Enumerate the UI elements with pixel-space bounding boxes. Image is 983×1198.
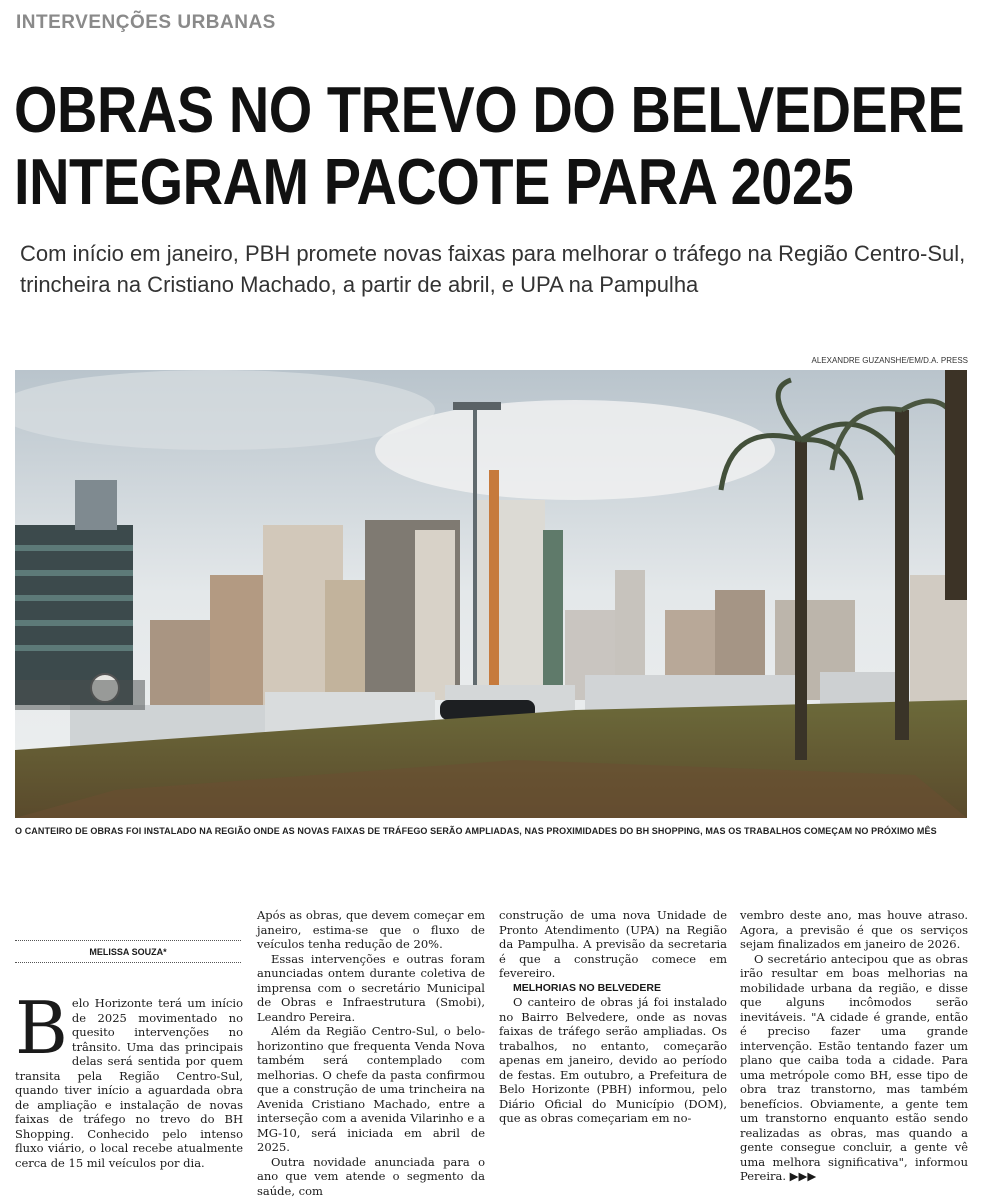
body-column-3	[499, 908, 727, 1126]
body-paragraph: construção de uma nova Unidade de Pronto Atendimento (UPA) na Região da Pampulha. A previsão da secretaria é que a construção comece em fevereiro.	[499, 908, 727, 981]
news-photo	[15, 370, 967, 818]
subheading: MELHORIAS NO BELVEDERE	[499, 981, 727, 996]
body-column-2	[257, 908, 485, 1198]
body-column-1	[15, 996, 243, 1170]
body-paragraph: O secretário antecipou que as obras irão resultar em boas melhorias na mobilidade urbana da região, e disse que alguns incômodos serão inevitáveis. "A cidade é grande, então é preciso fazer uma grande intervenção. Estão tentando fazer um plano que caiba toda a cidade. Para uma metrópole como BH, esse tipo de obra traz transtorno, mas também benefícios. Obviamente, a gente tem um transtorno enquanto estão sendo realizadas as obras, mas quando a gente consegue concluir, a gente vê uma melhora significativa", informou Pereira. ▶▶▶	[740, 952, 968, 1184]
body-paragraph	[15, 996, 243, 1170]
deck-subtitle: Com início em janeiro, PBH promete novas faixas para melhorar o tráfego na Região Centro-Sul, trincheira na Cristiano Machado, a partir de abril, e UPA na Pampulha	[20, 238, 970, 300]
dropcap: B	[15, 998, 68, 1058]
byline	[15, 940, 241, 963]
body-paragraph: vembro deste ano, mas houve atraso. Agora, a previsão é que os serviços sejam finalizados em janeiro de 2026.	[740, 908, 968, 952]
body-paragraph: Essas intervenções e outras foram anunciadas ontem durante coletiva de imprensa com o secretário Municipal de Obras e Infraestrutura (Smobi), Leandro Pereira.	[257, 952, 485, 1025]
body-paragraph: O canteiro de obras já foi instalado no Bairro Belvedere, onde as novas faixas de tráfego serão ampliadas. Os trabalhos, no entanto, começarão apenas em janeiro, devido ao período de festas. Em outubro, a Prefeitura de Belo Horizonte (PBH) informou, pelo Diário Oficial do Município (DOM), que as obras começariam em no-	[499, 995, 727, 1126]
headline-line-1: OBRAS NO TREVO DO BELVEDERE	[14, 74, 840, 146]
photo-credit: ALEXANDRE GUZANSHE/EM/D.A. PRESS	[812, 356, 968, 365]
byline-name: MELISSA SOUZA*	[89, 947, 166, 957]
photo-illustration	[15, 370, 967, 818]
body-column-4	[740, 908, 968, 1184]
body-paragraph: Outra novidade anunciada para o ano que vem atende o segmento da saúde, com	[257, 1155, 485, 1198]
body-paragraph: Após as obras, que devem começar em janeiro, estima-se que o fluxo de veículos tenha redução de 20%.	[257, 908, 485, 952]
headline-line-2: INTEGRAM PACOTE PARA 2025	[14, 146, 840, 218]
paragraph-text: elo Horizonte terá um início de 2025 movimentado no quesito intervenções no trânsito. Uma das principais delas será sentida por quem transita pela Região Centro-Sul, quando tiver início a aguardada obra de ampliação e instalação de novas faixas de tráfego no trevo do BH Shopping. Conhecido pelo intenso fluxo viário, o local recebe atualmente cerca de 15 mil veículos por dia.	[15, 996, 243, 1170]
section-kicker: INTERVENÇÕES URBANAS	[16, 12, 276, 34]
body-paragraph: Além da Região Centro-Sul, o belo-horizontino que frequenta Venda Nova também será contemplado com melhorias. O chefe da pasta confirmou que a construção de uma trincheira na Avenida Cristiano Machado, entre a interseção com a avenida Vilarinho e a MG-10, será iniciada em abril de 2025.	[257, 1024, 485, 1155]
headline	[14, 74, 840, 218]
photo-caption: O CANTEIRO DE OBRAS FOI INSTALADO NA REGIÃO ONDE AS NOVAS FAIXAS DE TRÁFEGO SERÃO AMPLIADAS, NAS PROXIMIDADES DO BH SHOPPING, MAS OS TRABALHOS COMEÇAM NO PRÓXIMO MÊS	[15, 826, 975, 836]
